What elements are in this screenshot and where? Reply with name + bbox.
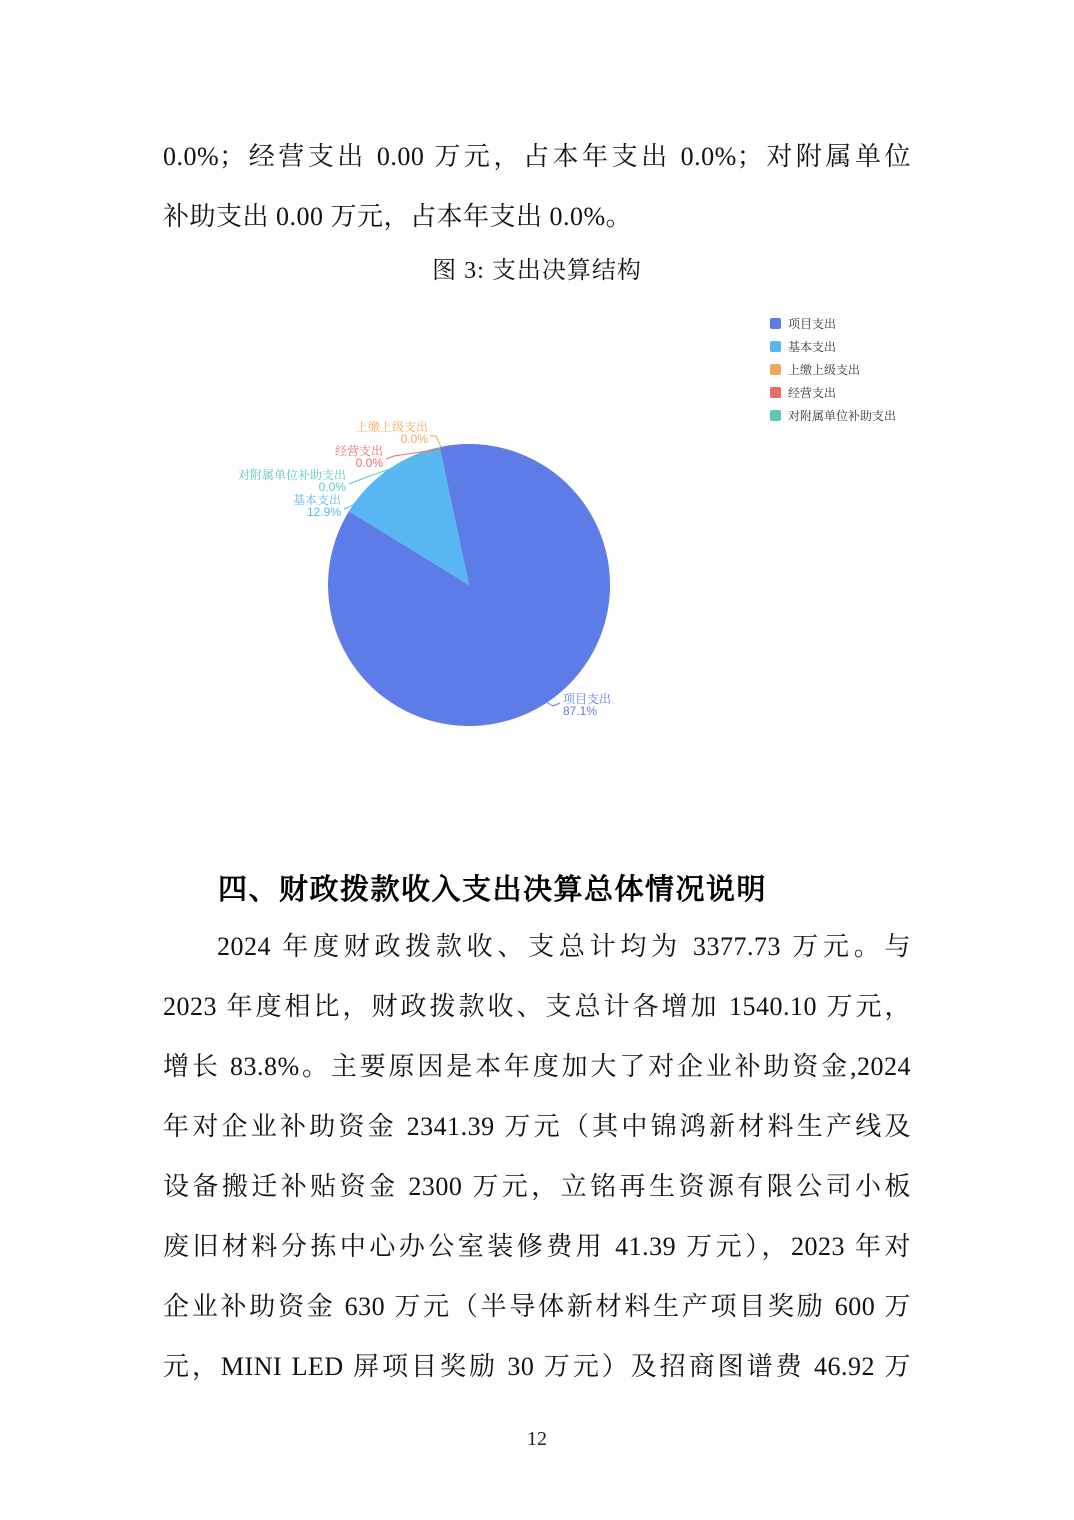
legend-item-4[interactable] <box>770 404 896 427</box>
slice-label: 0.0% <box>318 480 346 494</box>
slice-label: 0.0% <box>355 456 383 470</box>
leader-line <box>430 436 441 447</box>
chart-legend <box>770 312 896 427</box>
legend-label: 对附属单位补助支出 <box>788 409 897 423</box>
slice-label: 项目支出 <box>563 692 612 706</box>
slice-label: 87.1% <box>563 704 598 718</box>
slice-label: 对附属单位补助支出 <box>237 468 346 482</box>
legend-label: 经营支出 <box>788 386 837 400</box>
legend-item-0[interactable] <box>770 312 896 335</box>
text-line: 元，MINI LED 屏项目奖励 30 万元）及招商图谱费 46.92 万 <box>163 1352 911 1381</box>
slice-label: 12.9% <box>306 505 341 519</box>
text-line: 企业补助资金 630 万元（半导体新材料生产项目奖励 600 万 <box>163 1292 911 1321</box>
legend-swatch-icon <box>770 364 781 375</box>
legend-swatch-icon <box>770 387 781 398</box>
pie-callout-2 <box>356 419 441 447</box>
legend-label: 基本支出 <box>788 340 837 354</box>
section-paragraph <box>163 917 911 1397</box>
text-line: 2023 年度相比，财政拨款收、支总计各增加 1540.10 万元， <box>163 992 911 1021</box>
legend-swatch-icon <box>770 410 781 421</box>
text-line: 废旧材料分拣中心办公室装修费用 41.39 万元），2023 年对 <box>163 1232 911 1261</box>
text-line: 0.0%；经营支出 0.00 万元，占本年支出 0.0%；对附属单位 <box>163 142 911 171</box>
intro-paragraph <box>163 127 911 247</box>
legend-label: 上缴上级支出 <box>788 363 861 377</box>
leader-line <box>546 702 560 706</box>
figure-caption: 图 3: 支出决算结构 <box>432 258 642 284</box>
section-heading: 四、财政拨款收入支出决算总体情况说明 <box>218 874 768 906</box>
page-number: 12 <box>527 1428 547 1450</box>
slice-label: 0.0% <box>400 432 428 446</box>
text-line: 年对企业补助资金 2341.39 万元（其中锦鸿新材料生产线及 <box>163 1112 911 1141</box>
legend-item-3[interactable] <box>770 381 896 404</box>
legend-swatch-icon <box>770 341 781 352</box>
text-line: 增长 83.8%。主要原因是本年度加大了对企业补助资金,2024 <box>163 1052 911 1081</box>
slice-label: 经营支出 <box>334 444 383 458</box>
text-line: 2024 年度财政拨款收、支总计均为 3377.73 万元。与 <box>217 932 911 961</box>
legend-item-1[interactable] <box>770 335 896 358</box>
slice-label: 基本支出 <box>292 493 341 507</box>
legend-item-2[interactable] <box>770 358 896 381</box>
legend-swatch-icon <box>770 318 781 329</box>
expenditure-structure-pie-chart <box>150 300 924 815</box>
text-line: 补助支出 0.00 万元，占本年支出 0.0%。 <box>163 202 633 231</box>
slice-label: 上缴上级支出 <box>355 420 428 434</box>
text-line: 设备搬迁补贴资金 2300 万元，立铭再生资源有限公司小板 <box>163 1172 911 1201</box>
legend-label: 项目支出 <box>788 317 837 331</box>
